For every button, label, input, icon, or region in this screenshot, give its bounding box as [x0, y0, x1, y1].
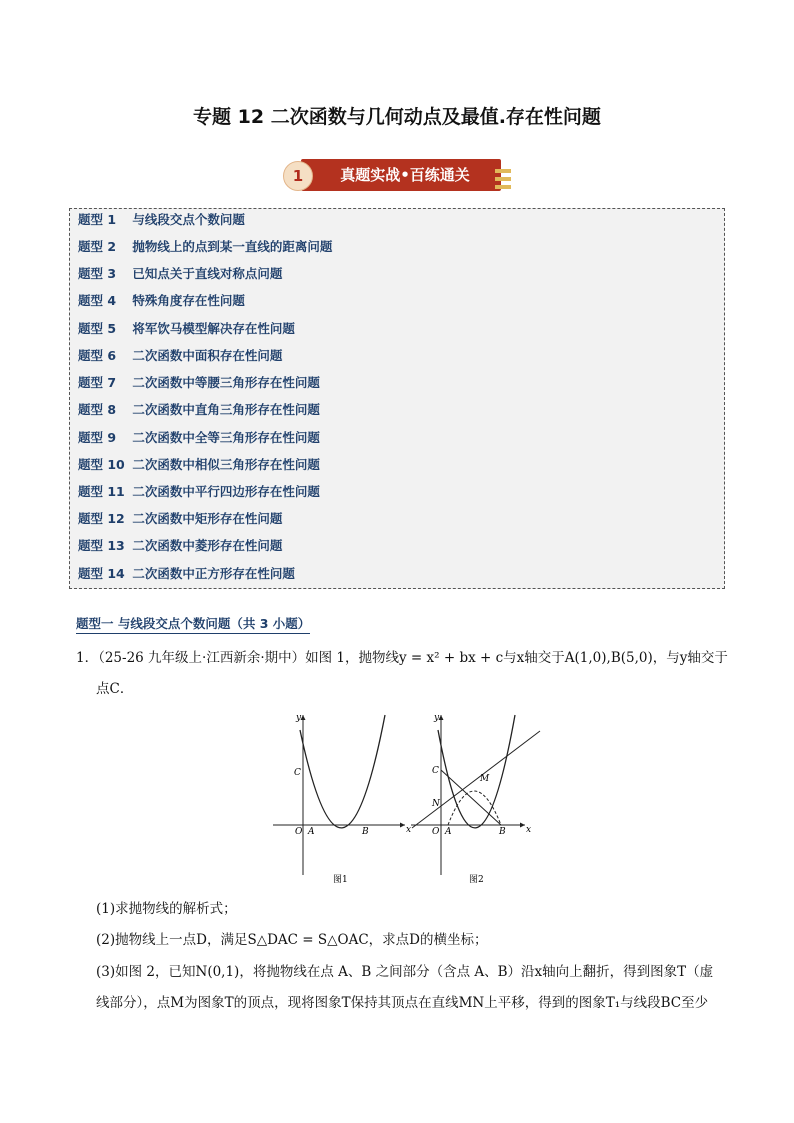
- banner-tab-decoration: [495, 177, 511, 181]
- segment-bc: [441, 770, 501, 825]
- topic-item[interactable]: 题型 12 二次函数中矩形存在性问题: [78, 511, 283, 526]
- topic-item[interactable]: 题型 14 二次函数中正方形存在性问题: [78, 566, 295, 581]
- origin-label: O: [432, 827, 440, 837]
- figure-group: [270, 710, 550, 890]
- topic-item[interactable]: 题型 11 二次函数中平行四边形存在性问题: [78, 484, 320, 499]
- point-b-label: B: [499, 827, 506, 837]
- figure-1-caption: 图1: [333, 875, 348, 885]
- figure-2-caption: 图2: [469, 875, 484, 885]
- question-part-3-continued: 线部分），点M为图象T的顶点，现将图象T保持其顶点在直线MN上平移，得到的图象T₁与线段BC至少: [96, 995, 709, 1011]
- banner-tab-decoration: [495, 169, 511, 173]
- point-b-label: B: [362, 827, 369, 837]
- topic-item[interactable]: 题型 7 二次函数中等腰三角形存在性问题: [78, 375, 320, 390]
- topic-item[interactable]: 题型 1 与线段交点个数问题: [78, 212, 245, 227]
- question-stem-continued: 点C．: [96, 681, 134, 697]
- y-axis-label: y: [434, 713, 440, 723]
- question-part-2: (2)抛物线上一点D，满足S△DAC = S△OAC，求点D的横坐标；: [96, 932, 488, 948]
- parabola-curve: [438, 715, 515, 828]
- topic-item[interactable]: 题型 2 抛物线上的点到某一直线的距离问题: [78, 239, 333, 254]
- point-c-label: C: [432, 766, 439, 776]
- question-part-1: (1)求抛物线的解析式；: [96, 901, 237, 917]
- figure-2: [411, 713, 540, 885]
- topic-item[interactable]: 题型 6 二次函数中面积存在性问题: [78, 348, 283, 363]
- topic-item[interactable]: 题型 5 将军饮马模型解决存在性问题: [78, 321, 295, 336]
- banner-tab-decoration: [495, 185, 511, 189]
- y-axis-label: y: [296, 713, 302, 723]
- x-axis-label: x: [526, 825, 532, 835]
- point-a-label: A: [308, 827, 315, 837]
- point-c-label: C: [294, 768, 301, 778]
- topic-item[interactable]: 题型 9 二次函数中全等三角形存在性问题: [78, 430, 320, 445]
- banner-number: 1: [283, 161, 313, 191]
- x-axis-label: x: [406, 825, 412, 835]
- topic-item[interactable]: 题型 3 已知点关于直线对称点问题: [78, 266, 283, 281]
- topic-item[interactable]: 题型 13 二次函数中菱形存在性问题: [78, 538, 283, 553]
- line-mn: [412, 731, 540, 828]
- point-a-label: A: [445, 827, 452, 837]
- question-stem: 1．（25-26 九年级上·江西新余·期中）如图 1，抛物线y = x² + bx + c与x轴交于A(1,0),B(5,0)，与y轴交于: [76, 650, 728, 666]
- point-n-label: N: [432, 799, 440, 809]
- point-m-label: M: [480, 774, 490, 784]
- folded-image-t: [448, 791, 501, 825]
- page-title: 专题 12 二次函数与几何动点及最值.存在性问题: [193, 106, 601, 128]
- question-part-3: (3)如图 2，已知N(0,1)，将抛物线在点 A、B 之间部分（含点 A、B）沿x轴向上翻折，得到图象T（虚: [96, 964, 714, 980]
- topic-item[interactable]: 题型 4 特殊角度存在性问题: [78, 293, 245, 308]
- topic-list: [69, 208, 725, 589]
- parabola-figures: [270, 710, 550, 890]
- section-heading[interactable]: 题型一 与线段交点个数问题（共 3 小题）: [76, 614, 310, 634]
- figure-1: [273, 713, 411, 885]
- section-banner: [281, 157, 517, 195]
- topic-item[interactable]: 题型 8 二次函数中直角三角形存在性问题: [78, 402, 320, 417]
- banner-label: 真题实战•百练通关: [301, 159, 501, 191]
- parabola-curve: [300, 715, 385, 828]
- topic-item[interactable]: 题型 10 二次函数中相似三角形存在性问题: [78, 457, 320, 472]
- origin-label: O: [295, 827, 303, 837]
